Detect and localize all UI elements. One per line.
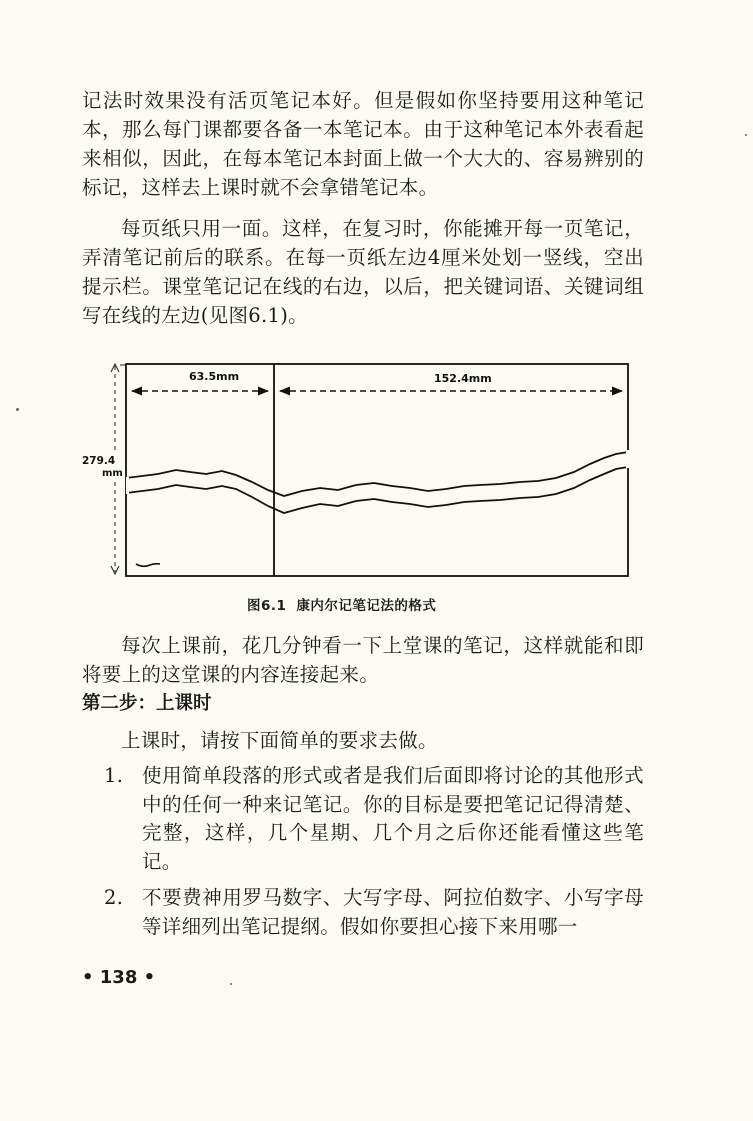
paragraph-1: 记法时效果没有活页笔记本好。但是假如你坚持要用这种笔记本，那么每门课都要各备一本笔记本。由于这种笔记本外表看起来相似，因此，在每本笔记本封面上做一个大大的、容易辨别的标记，这样去上课时就不会拿错笔记本。 — [82, 89, 644, 199]
paragraph-2: 每页纸只用一面。这样，在复习时，你能摊开每一页笔记，弄清笔记前后的联系。在每一页纸左边4厘米处划一竖线，空出提示栏。课堂笔记记在线的右边，以后，把关键词语、关键词组写在线的左边(见图6.1)。 — [82, 217, 644, 327]
paragraph-3: 每次上课前，花几分钟看一下上堂课的笔记，这样就能和即将要上的这堂课的内容连接起来。 — [82, 634, 644, 686]
figure-caption — [247, 594, 436, 614]
list-text: 使用简单段落的形式或者是我们后面即将讨论的其他形式中的任何一种来记笔记。你的目标是要把笔记记得清楚、完整，这样，几个星期、几个月之后你还能看懂这些笔记。 — [142, 764, 644, 873]
page-number: • 138 • — [82, 967, 156, 988]
caption-number: 图6.1 — [247, 598, 287, 614]
section-intro: 上课时，请按下面简单的要求去做。 — [121, 729, 438, 752]
page-outline — [126, 364, 628, 576]
caption-text: 康内尔记笔记法的格式 — [296, 598, 437, 614]
cornell-notes-figure — [80, 358, 640, 592]
squiggle-mark — [136, 564, 160, 567]
height-label-value: 279.4 — [82, 455, 116, 467]
scan-speck — [745, 134, 747, 136]
list-text: 不要费神用罗马数字、大写字母、阿拉伯数字、小写字母等详细列出笔记提纲。假如你要担心接下来用哪一 — [142, 886, 644, 938]
cornell-page-diagram — [80, 358, 640, 588]
list-item-2 — [104, 884, 644, 941]
torn-gap-right — [626, 450, 630, 468]
section-heading: 第二步：上课时 — [82, 693, 212, 714]
scan-speck — [16, 408, 19, 411]
left-width-label: 63.5mm — [189, 370, 240, 383]
torn-edge-upper — [126, 452, 628, 496]
scan-speck — [230, 983, 232, 985]
list-item-1 — [104, 762, 644, 876]
list-number: 2. — [104, 886, 124, 909]
torn-gap-left — [126, 477, 129, 494]
height-label-unit: mm — [102, 468, 123, 479]
right-width-label: 152.4mm — [434, 372, 492, 385]
list-number: 1. — [104, 764, 124, 787]
